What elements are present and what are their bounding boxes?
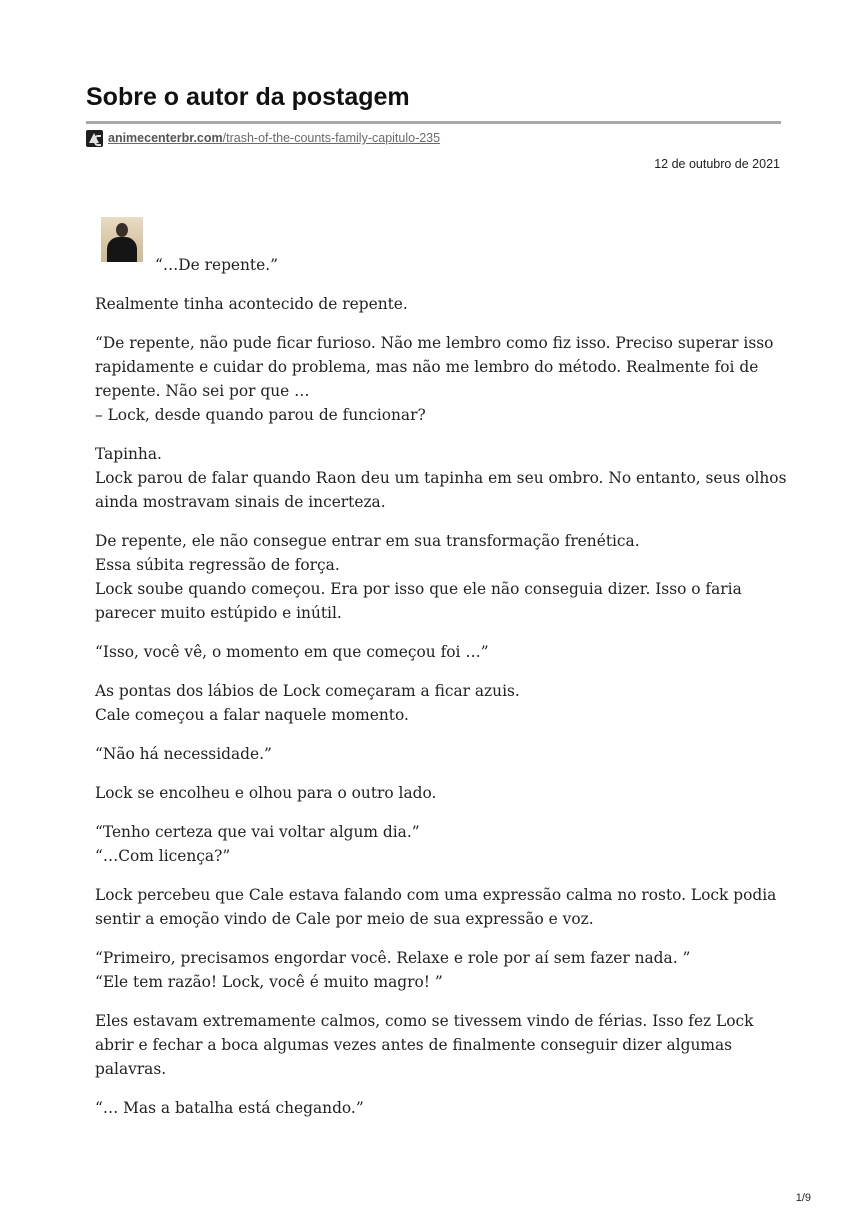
source-line	[86, 129, 440, 147]
post-date: 12 de outubro de 2021	[654, 157, 780, 171]
paragraph: “Primeiro, precisamos engordar você. Relaxe e role por aí sem fazer nada. ” “Ele tem razão! Lock, você é muito magro! ”	[95, 949, 691, 991]
paragraph: “… Mas a batalha está chegando.”	[95, 1099, 364, 1117]
paragraph: “Tenho certeza que vai voltar algum dia.” “…Com licença?”	[95, 823, 420, 865]
title-divider	[86, 121, 781, 124]
paragraph: “Não há necessidade.”	[95, 745, 272, 763]
paragraph: As pontas dos lábios de Lock começaram a ficar azuis. Cale começou a falar naquele momento.	[95, 682, 520, 724]
source-path: /trash-of-the-counts-family-capitulo-235	[222, 131, 441, 145]
page-number: 1/9	[795, 1192, 811, 1204]
paragraph: Realmente tinha acontecido de repente.	[95, 295, 408, 313]
source-domain: animecenterbr.com	[108, 131, 223, 145]
paragraph: De repente, ele não consegue entrar em sua transformação frenética. Essa súbita regressão de força. Lock soube quando começou. Era por isso que ele não conseguia dizer. Isso o faria parecer muito estúpido e inútil.	[95, 532, 742, 622]
paragraph: Lock se encolheu e olhou para o outro lado.	[95, 784, 437, 802]
page-title: Sobre o autor da postagem	[86, 83, 410, 111]
paragraph: “Isso, você vê, o momento em que começou foi …”	[95, 643, 489, 661]
article-body	[95, 253, 795, 1135]
paragraph: Tapinha. Lock parou de falar quando Raon deu um tapinha em seu ombro. No entanto, seus olhos ainda mostravam sinais de incerteza.	[95, 445, 787, 511]
site-logo-icon	[86, 130, 103, 147]
paragraph: “…De repente.”	[155, 256, 278, 274]
paragraph: Lock percebeu que Cale estava falando com uma expressão calma no rosto. Lock podia sentir a emoção vindo de Cale por meio de sua expressão e voz.	[95, 886, 777, 928]
paragraph: “De repente, não pude ficar furioso. Não me lembro como fiz isso. Preciso superar isso rapidamente e cuidar do problema, mas não me lembro do método. Realmente foi de repente. Não sei por que … – Lock, desde quando parou de funcionar?	[95, 334, 774, 424]
paragraph: Eles estavam extremamente calmos, como se tivessem vindo de férias. Isso fez Lock abrir e fechar a boca algumas vezes antes de finalmente conseguir dizer algumas palavras.	[95, 1012, 754, 1078]
source-link[interactable]	[108, 131, 440, 145]
